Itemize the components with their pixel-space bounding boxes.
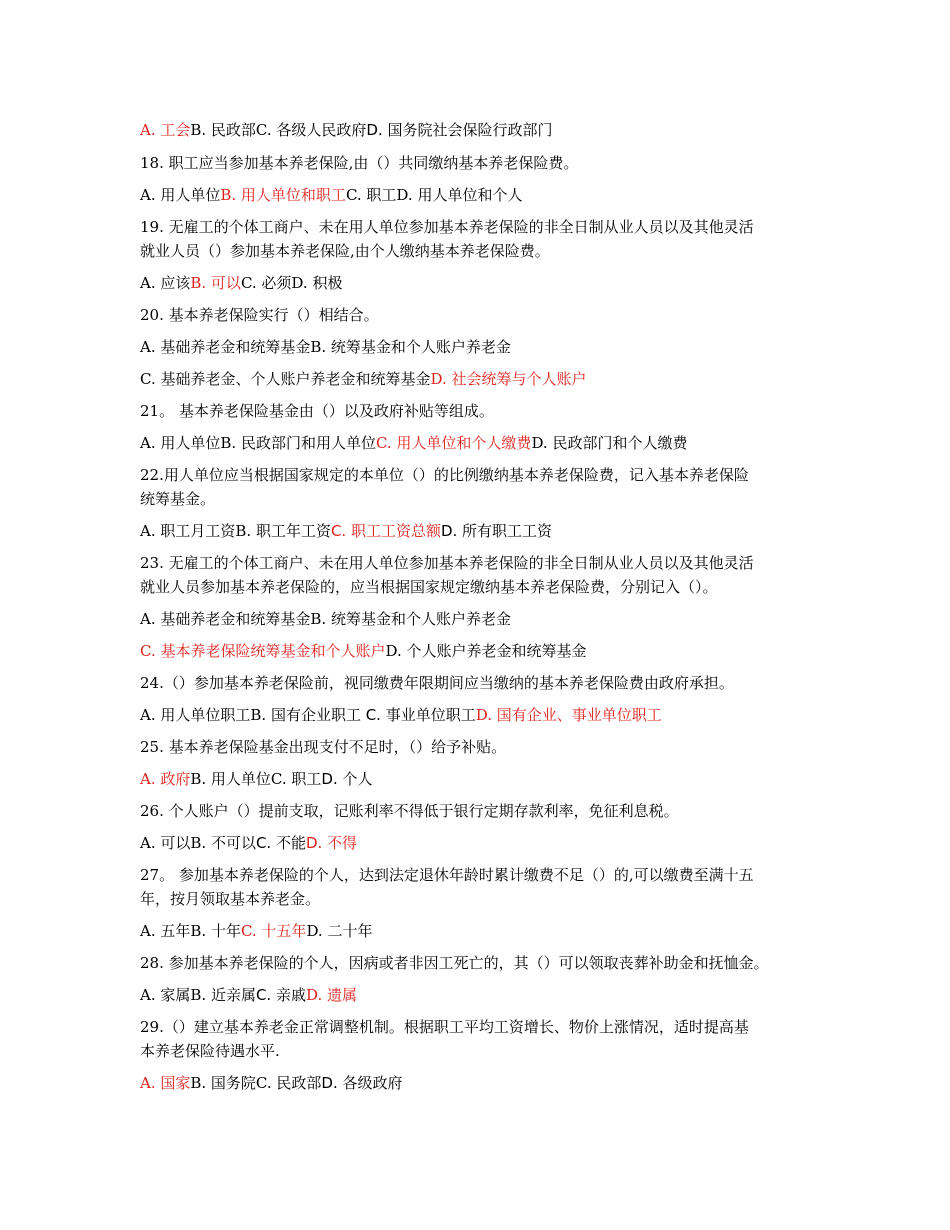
text-segment: 就业人员（）参加基本养老保险,由个人缴纳基本养老保险费。 bbox=[140, 242, 550, 260]
text-segment: D. 所有职工工资 bbox=[440, 522, 553, 540]
text-line bbox=[140, 185, 522, 205]
text-line bbox=[140, 489, 215, 509]
text-segment: A. 可以B. bbox=[140, 834, 211, 852]
answer-highlight: C. 十五年 bbox=[240, 922, 307, 940]
text-segment: D. 民政部门和个人缴费 bbox=[531, 434, 688, 452]
text-line bbox=[140, 217, 754, 237]
text-line bbox=[140, 465, 749, 485]
answer-highlight: A. 工会 bbox=[140, 121, 191, 139]
text-line bbox=[140, 705, 662, 725]
text-line bbox=[140, 305, 379, 325]
text-segment: 19. 无雇工的个体工商户、未在用人单位参加基本养老保险的非全日制从业人员以及其他灵活 bbox=[140, 218, 754, 236]
text-line bbox=[140, 865, 754, 885]
text-line bbox=[140, 609, 511, 629]
text-segment: 用人单位和个人 bbox=[417, 186, 523, 204]
text-segment: 各级人民政府D. 国务院社会保险行政部门 bbox=[276, 121, 553, 139]
text-segment: C. 基础养老金、个人账户养老金和统筹基金 bbox=[140, 370, 431, 388]
text-line bbox=[140, 120, 553, 140]
text-segment: C. 职工D. bbox=[345, 186, 418, 204]
text-segment: 职工D. 个人 bbox=[291, 770, 373, 788]
text-line bbox=[140, 369, 587, 389]
text-segment: A. 应该 bbox=[140, 274, 191, 292]
text-segment: 职工年工资 bbox=[255, 522, 331, 540]
text-line bbox=[140, 521, 552, 541]
text-segment: 积极 bbox=[312, 274, 343, 292]
text-segment: 统筹基金和个人账户养老金 bbox=[330, 610, 511, 628]
text-segment: 就业人员参加基本养老保险的，应当根据国家规定缴纳基本养老保险费，分别记入（）。 bbox=[140, 578, 718, 596]
text-segment: 近亲属C. 亲戚 bbox=[210, 986, 306, 1004]
text-segment: 18. 职工应当参加基本养老保险,由（）共同缴纳基本养老保险费。 bbox=[140, 154, 579, 172]
text-segment: A. 基础养老金和统筹基金B. bbox=[140, 610, 331, 628]
text-line bbox=[140, 921, 372, 941]
text-segment: 20. 基本养老保险实行（）相结合。 bbox=[140, 306, 379, 324]
answer-highlight: A. 政府 bbox=[140, 770, 191, 788]
text-segment: D. 个人账户养老金和统筹基金 bbox=[385, 642, 587, 660]
text-line bbox=[140, 673, 734, 693]
text-segment: A. 基础养老金和统筹基金B. 统筹基金和个人账户养老金 bbox=[140, 338, 511, 356]
text-line bbox=[140, 273, 342, 293]
text-segment: A. 五年B. bbox=[140, 922, 211, 940]
text-segment: A. 用人单位B. bbox=[140, 434, 241, 452]
answer-highlight: C. 用人单位和个人缴费 bbox=[375, 434, 532, 452]
text-segment: 26. 个人账户（）提前支取，记账利率不得低于银行定期存款利率，免征利息税。 bbox=[140, 802, 679, 820]
text-line bbox=[140, 985, 357, 1005]
text-line bbox=[140, 889, 320, 909]
text-line bbox=[140, 641, 587, 661]
text-segment: 25. 基本养老保险基金出现支付不足时，（）给予补贴。 bbox=[140, 738, 507, 756]
text-segment: 本养老保险待遇水平. bbox=[140, 1042, 280, 1060]
text-segment: A. 职工月工资B. bbox=[140, 522, 256, 540]
answer-highlight: C. 基本养老保险统筹基金和个人账户 bbox=[140, 642, 386, 660]
text-segment: 21。 基本养老保险基金由（）以及政府补贴等组成。 bbox=[140, 402, 494, 420]
answer-highlight: B. 用人单位和职工 bbox=[220, 186, 346, 204]
text-line bbox=[140, 801, 679, 821]
answer-highlight: D. 遗属 bbox=[305, 986, 357, 1004]
text-segment: 年，按月领取基本养老金。 bbox=[140, 890, 321, 908]
text-line bbox=[140, 833, 357, 853]
answer-highlight: C. 职工工资总额 bbox=[330, 522, 441, 540]
text-segment: A. 家属B. bbox=[140, 986, 211, 1004]
text-segment: 十年 bbox=[210, 922, 241, 940]
text-segment: 28. 参加基本养老保险的个人，因病或者非因工死亡的，其（）可以领取丧葬补助金和抚恤金。 bbox=[140, 954, 769, 972]
text-line bbox=[140, 1017, 749, 1037]
text-segment: B. 用人单位C. bbox=[190, 770, 292, 788]
text-line bbox=[140, 1073, 403, 1093]
text-line bbox=[140, 401, 494, 421]
text-segment: B. 民政部C. bbox=[190, 121, 277, 139]
answer-highlight: A. 国家 bbox=[140, 1074, 191, 1092]
answer-highlight: D. 国有企业、事业单位职工 bbox=[475, 706, 662, 724]
text-segment: 29.（）建立基本养老金正常调整机制。根据职工平均工资增长、物价上涨情况，适时提高基 bbox=[140, 1018, 749, 1036]
text-segment: 统筹基金。 bbox=[140, 490, 216, 508]
text-line bbox=[140, 577, 718, 597]
text-segment: B. 国务院C. bbox=[190, 1074, 277, 1092]
text-line bbox=[140, 737, 506, 757]
text-segment: A. 用人单位职工B. bbox=[140, 706, 271, 724]
text-segment: 民政部门和用人单位 bbox=[240, 434, 376, 452]
text-segment: 27。 参加基本养老保险的个人，达到法定退休年龄时累计缴费不足（）的,可以缴费至满十五 bbox=[140, 866, 754, 884]
text-line bbox=[140, 553, 754, 573]
answer-highlight: D. 社会统筹与个人账户 bbox=[430, 370, 587, 388]
text-line bbox=[140, 153, 578, 173]
text-segment: A. 用人单位 bbox=[140, 186, 221, 204]
text-segment: C. 必须D. bbox=[240, 274, 313, 292]
text-segment: 23. 无雇工的个体工商户、未在用人单位参加基本养老保险的非全日制从业人员以及其他灵活 bbox=[140, 554, 754, 572]
text-line bbox=[140, 769, 373, 789]
answer-highlight: D. 不得 bbox=[305, 834, 358, 852]
text-segment: 不可以C. 不能 bbox=[210, 834, 306, 852]
text-segment: 国有企业职工 C. 事业单位职工 bbox=[270, 706, 476, 724]
answer-highlight: B. 可以 bbox=[190, 274, 241, 292]
text-segment: 22.用人单位应当根据国家规定的本单位（）的比例缴纳基本养老保险费，记入基本养老保险 bbox=[140, 466, 749, 484]
text-line bbox=[140, 241, 550, 261]
text-line bbox=[140, 433, 687, 453]
text-segment: 民政部D. 各级政府 bbox=[276, 1074, 403, 1092]
text-line bbox=[140, 337, 511, 357]
text-line bbox=[140, 953, 769, 973]
text-line bbox=[140, 1041, 280, 1061]
text-segment: D. 二十年 bbox=[306, 922, 373, 940]
text-segment: 24.（）参加基本养老保险前，视同缴费年限期间应当缴纳的基本养老保险费由政府承担。 bbox=[140, 674, 734, 692]
